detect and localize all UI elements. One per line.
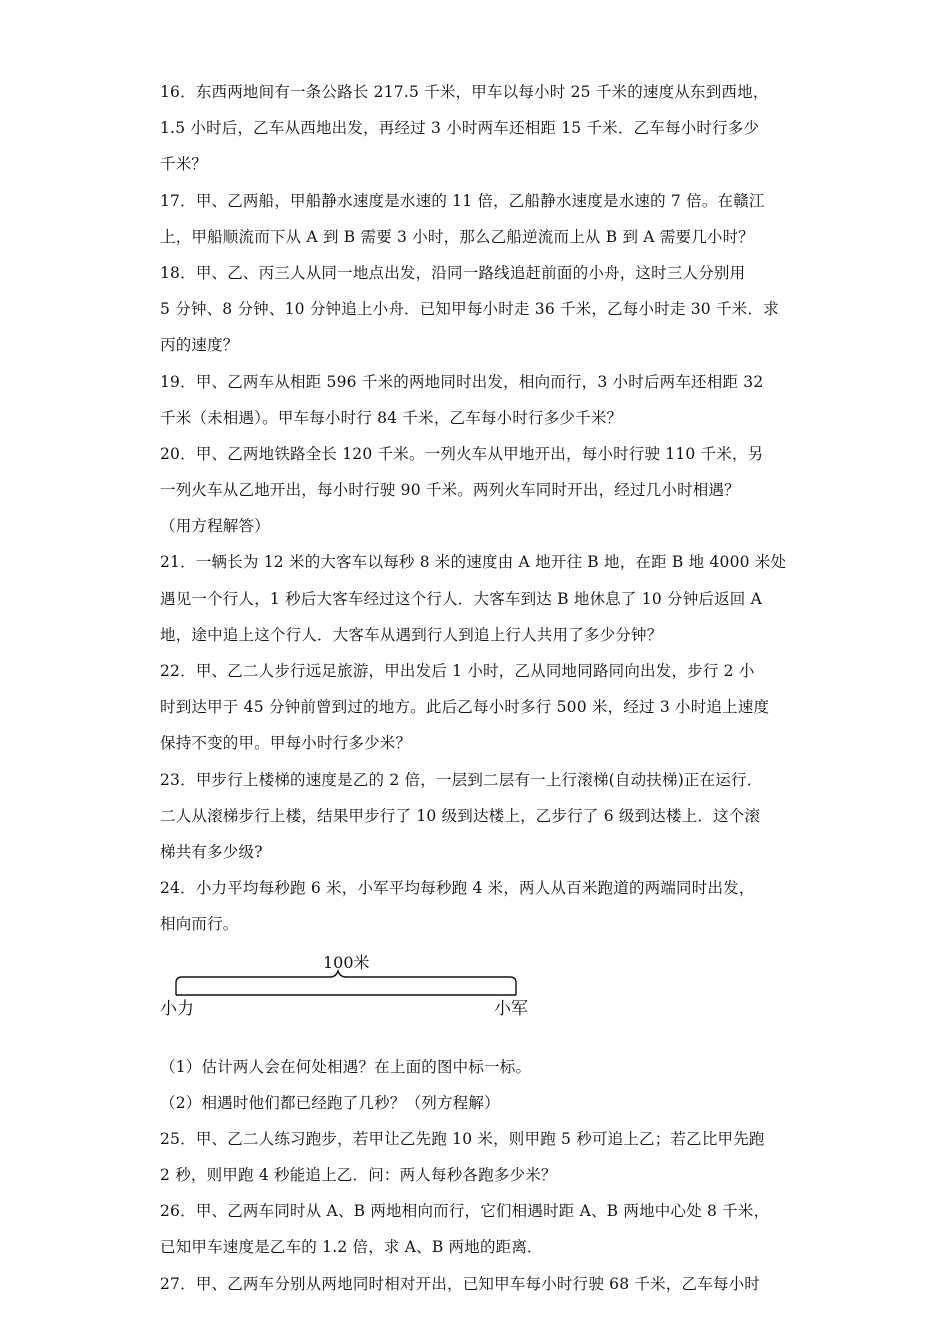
problem-16-line: 1.5 小时后，乙车从西地出发，再经过 3 小时两车还相距 15 千米．乙车每小时行多少 [160, 119, 760, 138]
distance-label: 100米 [323, 952, 370, 972]
problem-22-line: 时到达甲于 45 分钟前曾到过的地方。此后乙每小时多行 500 米，经过 3 小时追上速度 [160, 698, 770, 717]
problem-24-line: 相向而行。 [160, 915, 239, 934]
problem-24 [160, 870, 792, 1302]
problem-25-line: 25．甲、乙二人练习跑步，若甲让乙先跑 10 米，则甲跑 5 秒可追上乙；若乙比甲先跑 [160, 1129, 765, 1148]
xiaojun-label: 小军 [494, 998, 528, 1019]
problem-19-line: 19．甲、乙两车从相距 596 千米的两地同时出发，相向而行，3 小时后两车还相距 32 [160, 372, 764, 391]
problem-20-line: （用方程解答） [160, 517, 270, 536]
problem-17-line: 上，甲船顺流而下从 A 到 B 需要 3 小时，那么乙船逆流而上从 B 到 A 需要几小时？ [160, 227, 755, 246]
problem-16-line: 16．东西两地间有一条公路长 217.5 千米，甲车以每小时 25 千米的速度从东到西地， [160, 83, 769, 101]
problem-23-line: 梯共有多少级? [160, 842, 263, 861]
problem-21-line: 遇见一个行人，1 秒后大客车经过这个行人．大客车到达 B 地休息了 10 分钟后返回 A [160, 589, 763, 608]
problem-17 [160, 183, 792, 255]
problem-24-subquestion: （2）相遇时他们都已经跑了几秒？（列方程解） [160, 1093, 500, 1112]
problem-19 [160, 364, 792, 436]
xiaoli-label: 小力 [160, 998, 194, 1019]
problem-21-line: 地，途中追上这个行人．大客车从遇到行人到追上行人共用了多少分钟？ [160, 625, 663, 644]
problem-18-line: 18．甲、乙、丙三人从同一地点出发，沿同一路线追赶前面的小舟，这时三人分别用 [160, 263, 746, 282]
problem-26 [160, 1193, 792, 1265]
problem-25 [160, 1121, 792, 1193]
problem-22-line: 保持不变的甲。甲每小时行多少米？ [160, 734, 412, 753]
problem-22 [160, 653, 792, 762]
brace-line [176, 971, 516, 995]
problem-24-subquestion: （1）估计两人会在何处相遇？在上面的图中标一标。 [160, 1057, 532, 1076]
problem-20-line: 一列火车从乙地开出，每小时行驶 90 千米。两列火车同时开出，经过几小时相遇？ [160, 481, 740, 500]
problem-20-line: 20．甲、乙两地铁路全长 120 千米。一列火车从甲地开出，每小时行驶 110 千米，另 [160, 444, 764, 463]
problem-16-line: 千米？ [160, 155, 208, 174]
problem-16 [160, 74, 792, 183]
track-brace [160, 943, 560, 1003]
problem-25-line: 2 秒，则甲跑 4 秒能追上乙．问：两人每秒各跑多少米？ [160, 1166, 557, 1185]
problem-26-line: 26．甲、乙两车同时从 A、B 两地相向而行，它们相遇时距 A、B 两地中心处 8 千米， [160, 1202, 770, 1221]
problem-22-line: 22．甲、乙二人步行远足旅游，甲出发后 1 小时，乙从同地同路同向出发，步行 2 小 [160, 662, 755, 680]
problem-20 [160, 436, 792, 545]
problem-19-line: 千米（未相遇）。甲车每小时行 84 千米，乙车每小时行多少千米？ [160, 408, 623, 427]
problem-21-line: 21．一辆长为 12 米的大客车以每秒 8 米的速度由 A 地开往 B 地，在距 B 地 4000 米处 [160, 553, 787, 572]
problem-18-line: 丙的速度？ [160, 336, 239, 355]
problem-27 [160, 1266, 792, 1302]
problem-17-line: 17．甲、乙两船，甲船静水速度是水速的 11 倍，乙船静水速度是水速的 7 倍。在赣江 [160, 191, 765, 210]
problem-26-line: 已知甲车速度是乙车的 1.2 倍，求 A、B 两地的距离． [160, 1238, 543, 1257]
problem-23-line: 二人从滚梯步行上楼，结果甲步行了 10 级到达楼上，乙步行了 6 级到达楼上．这个滚 [160, 806, 761, 825]
track-diagram [160, 943, 792, 1061]
problem-27-line: 27．甲、乙两车分别从两地同时相对开出，已知甲车每小时行驶 68 千米，乙车每小时 [160, 1274, 761, 1293]
problem-list [160, 74, 792, 1302]
problem-23-line: 23．甲步行上楼梯的速度是乙的 2 倍，一层到二层有一上行滚梯(自动扶梯)正在运行． [160, 770, 763, 789]
problem-24-line: 24．小力平均每秒跑 6 米，小军平均每秒跑 4 米，两人从百米跑道的两端同时出发， [160, 879, 755, 898]
problem-21 [160, 544, 792, 653]
problem-18-line: 5 分钟、8 分钟、10 分钟追上小舟．已知甲每小时走 36 千米，乙每小时走 30 千米．求 [160, 300, 779, 319]
problem-18 [160, 255, 792, 364]
problem-23 [160, 762, 792, 871]
